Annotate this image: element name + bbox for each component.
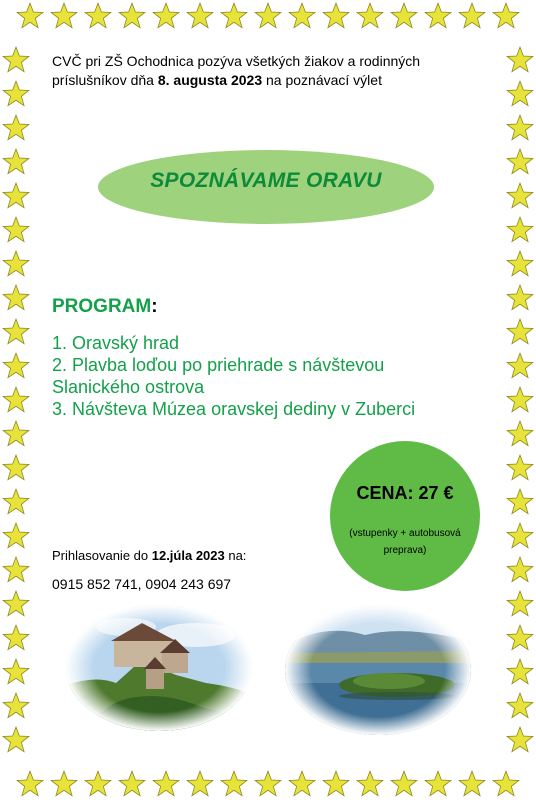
star-icon bbox=[424, 770, 452, 798]
star-icon bbox=[220, 770, 248, 798]
star-icon bbox=[492, 2, 520, 30]
program-item-1: 1. Oravský hrad bbox=[52, 333, 180, 353]
star-icon bbox=[152, 770, 180, 798]
program-item-2: 2. Plavba loďou po priehrade s návštevou bbox=[52, 355, 385, 375]
star-icon bbox=[506, 590, 534, 618]
star-icon bbox=[16, 770, 44, 798]
star-icon bbox=[288, 2, 316, 30]
star-icon bbox=[2, 454, 30, 482]
star-icon bbox=[50, 770, 78, 798]
star-icon bbox=[322, 2, 350, 30]
signup-date: 12.júla 2023 bbox=[151, 548, 225, 563]
title-ellipse bbox=[98, 150, 434, 224]
program-list bbox=[52, 332, 482, 420]
star-icon bbox=[2, 522, 30, 550]
star-icon bbox=[50, 2, 78, 30]
star-icon bbox=[506, 114, 534, 142]
star-icon bbox=[2, 182, 30, 210]
intro-text bbox=[52, 52, 492, 90]
star-icon bbox=[506, 250, 534, 278]
star-icon bbox=[2, 318, 30, 346]
star-icon bbox=[254, 770, 282, 798]
star-icon bbox=[506, 420, 534, 448]
star-icon bbox=[506, 454, 534, 482]
star-icon bbox=[390, 2, 418, 30]
star-icon bbox=[2, 692, 30, 720]
star-icon bbox=[390, 770, 418, 798]
price-note-line-1: (vstupenky + autobusová bbox=[349, 528, 461, 539]
star-icon bbox=[2, 148, 30, 176]
star-icon bbox=[506, 692, 534, 720]
star-icon bbox=[2, 46, 30, 74]
star-icon bbox=[2, 386, 30, 414]
star-icon bbox=[506, 556, 534, 584]
signup-prefix: Prihlasovanie do bbox=[52, 548, 152, 563]
star-icon bbox=[2, 216, 30, 244]
star-icon bbox=[2, 556, 30, 584]
star-icon bbox=[506, 216, 534, 244]
star-icon bbox=[186, 770, 214, 798]
star-icon bbox=[322, 770, 350, 798]
star-icon bbox=[506, 352, 534, 380]
page-title: SPOZNÁVAME ORAVU bbox=[150, 169, 382, 192]
star-icon bbox=[16, 2, 44, 30]
lake-island-photo bbox=[285, 605, 471, 735]
star-icon bbox=[2, 624, 30, 652]
star-icon bbox=[84, 2, 112, 30]
star-icon bbox=[118, 2, 146, 30]
intro-line-2-suffix: na poznávací výlet bbox=[262, 72, 382, 88]
star-icon bbox=[152, 2, 180, 30]
star-icon bbox=[506, 488, 534, 516]
star-icon bbox=[458, 2, 486, 30]
star-icon bbox=[492, 770, 520, 798]
star-icon bbox=[254, 2, 282, 30]
star-icon bbox=[2, 80, 30, 108]
star-icon bbox=[2, 250, 30, 278]
program-heading bbox=[52, 296, 158, 318]
star-icon bbox=[288, 770, 316, 798]
star-icon bbox=[506, 318, 534, 346]
star-icon bbox=[2, 590, 30, 618]
castle-photo bbox=[66, 605, 252, 731]
price-label: CENA: 27 € bbox=[356, 483, 454, 503]
star-icon bbox=[506, 624, 534, 652]
program-heading-label: PROGRAM bbox=[52, 296, 152, 317]
trip-date: 8. augusta 2023 bbox=[157, 72, 263, 88]
program-item-2-continued: Slanického ostrova bbox=[52, 377, 205, 397]
star-icon bbox=[2, 488, 30, 516]
star-icon bbox=[458, 770, 486, 798]
star-icon bbox=[220, 2, 248, 30]
star-icon bbox=[506, 148, 534, 176]
intro-line-1: CVČ pri ZŠ Ochodnica pozýva všetkých žiakov a rodinných bbox=[52, 53, 421, 69]
star-icon bbox=[506, 386, 534, 414]
star-icon bbox=[118, 770, 146, 798]
program-heading-colon: : bbox=[151, 296, 158, 317]
star-icon bbox=[506, 726, 534, 754]
intro-line-2 bbox=[52, 71, 492, 90]
star-icon bbox=[2, 726, 30, 754]
star-icon bbox=[84, 770, 112, 798]
star-icon bbox=[506, 522, 534, 550]
phone-numbers: 0915 852 741, 0904 243 697 bbox=[52, 576, 232, 592]
castle-image bbox=[66, 605, 252, 731]
signup-deadline bbox=[52, 548, 246, 563]
star-icon bbox=[186, 2, 214, 30]
price-note-line-2: preprava) bbox=[383, 545, 427, 556]
star-icon bbox=[356, 770, 384, 798]
star-icon bbox=[2, 114, 30, 142]
star-icon bbox=[506, 80, 534, 108]
star-icon bbox=[506, 284, 534, 312]
star-icon bbox=[506, 182, 534, 210]
star-icon bbox=[356, 2, 384, 30]
star-icon bbox=[2, 658, 30, 686]
price-circle bbox=[330, 441, 480, 591]
intro-line-2-prefix: príslušníkov dňa bbox=[52, 72, 158, 88]
star-icon bbox=[2, 352, 30, 380]
star-icon bbox=[506, 658, 534, 686]
signup-suffix: na: bbox=[224, 548, 247, 563]
star-icon bbox=[506, 46, 534, 74]
price-note bbox=[340, 525, 470, 559]
lake-image bbox=[285, 605, 471, 735]
star-icon bbox=[2, 420, 30, 448]
star-icon bbox=[424, 2, 452, 30]
program-item-3: 3. Návšteva Múzea oravskej dediny v Zuberci bbox=[52, 399, 416, 419]
star-icon bbox=[2, 284, 30, 312]
